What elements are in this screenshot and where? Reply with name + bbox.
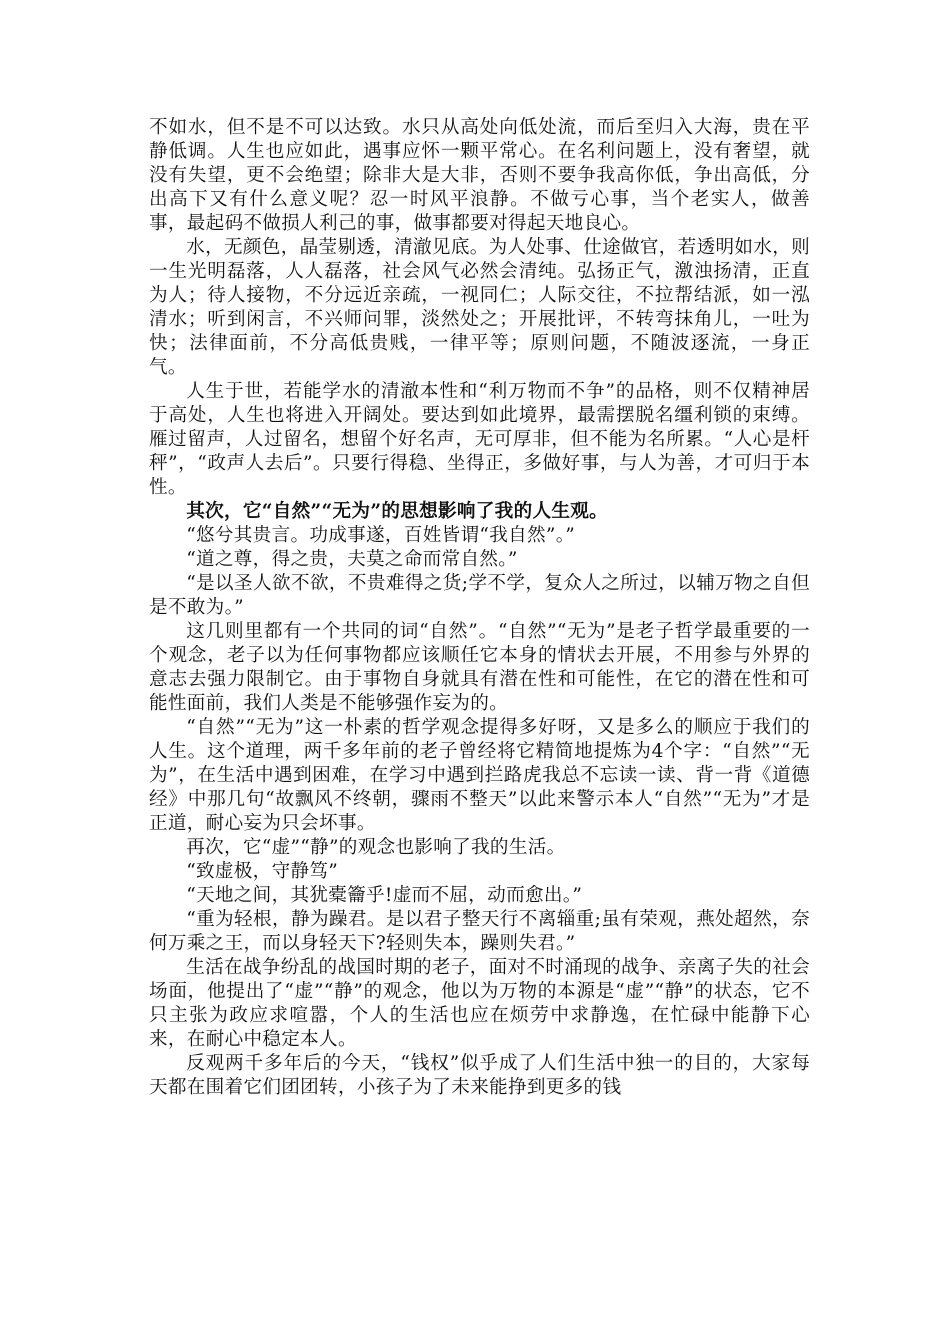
quote-line: “道之尊，得之贵，夫莫之命而常自然。” (186, 549, 518, 570)
document-page (149, 116, 810, 1100)
paragraph: 再次，它“虚”“静”的观念也影响了我的生活。 (186, 837, 566, 858)
quote-line: “致虚极，守静笃” (186, 861, 339, 882)
quote-line: “悠兮其贵言。功成事遂，百姓皆谓“我自然”。” (186, 525, 576, 546)
quote-line: “是以圣人欲不欲，不贵难得之货;学不学，复众人之所过，以辅万物之自但是不敢为。” (149, 573, 810, 618)
paragraph: 人生于世，若能学水的清澈本性和“利万物而不争”的品格，则不仅精神居于高处，人生也将进入开阔处。要达到如此境界，最需摆脱名缰利锁的束缚。雁过留声，人过留名，想留个好名声，无可厚非，但不能为名所累。“人心是杆秤”，“政声人去后”。只要行得稳、坐得正，多做好事，与人为善，才可归于本性。 (149, 381, 810, 498)
paragraph: 生活在战争纷乱的战国时期的老子，面对不时涌现的战争、亲离子失的社会场面，他提出了“虚”“静”的观念，他以为万物的本源是“虚”“静”的状态，它不只主张为政应求喧嚣，个人的生活也应在烦劳中求静逸，在忙碌中能静下心来，在耐心中稳定本人。 (149, 957, 810, 1050)
paragraph: 水，无颜色，晶莹剔透，清澈见底。为人处事、仕途做官，若透明如水，则一生光明磊落，人人磊落，社会风气必然会清纯。弘扬正气，激浊扬清，正直为人；待人接物，不分远近亲疏，一视同仁；人际交往，不拉帮结派，如一泓清水；听到闲言，不兴师问罪，淡然处之；开展批评，不转弯抹角儿，一吐为快；法律面前，不分高低贵贱，一律平等；原则问题，不随波逐流，一身正气。 (149, 237, 810, 378)
paragraph: 不如水，但不是不可以达致。水只从高处向低处流，而后至归入大海，贵在平静低调。人生也应如此，遇事应怀一颗平常心。在名利问题上，没有奢望，就没有失望，更不会绝望；除非大是大非，否则不要争我高你低，争出高低，分出高下又有什么意义呢？忍一时风平浪静。不做亏心事，当个老实人，做善事，最起码不做损人利己的事，做事都要对得起天地良心。 (149, 117, 810, 234)
paragraph: 这几则里都有一个共同的词“自然”。“自然”“无为”是老子哲学最重要的一个观念，老子以为任何事物都应该顺任它本身的情状去开展，不用参与外界的意志去强力限制它。由于事物自身就具有潜在性和可能性，在它的潜在性和可能性面前，我们人类是不能够强作妄为的。 (149, 621, 810, 714)
paragraph: 反观两千多年后的今天，“钱权”似乎成了人们生活中独一的目的，大家每天都在围着它们团团转，小孩子为了未来能挣到更多的钱 (149, 1053, 810, 1098)
quote-line: “重为轻根，静为躁君。是以君子整天行不离辎重;虽有荣观，燕处超然，奈何万乘之王，而以身轻天下?轻则失本，躁则失君。” (149, 909, 810, 954)
paragraph: “自然”“无为”这一朴素的哲学观念提得多好呀，又是多么的顺应于我们的人生。这个道理，两千多年前的老子曾经将它精简地提炼为4个字：“自然”“无为”，在生活中遇到困难，在学习中遇到拦路虎我总不忘读一读、背一背《道德经》中那几句“故飘风不终朝，骤雨不整天”以此来警示本人“自然”“无为”才是正道，耐心妄为只会坏事。 (149, 717, 810, 834)
quote-line: “天地之间，其犹橐籥乎!虚而不屈，动而愈出。” (186, 885, 583, 906)
section-heading: 其次，它“自然”“无为”的思想影响了我的人生观。 (186, 501, 609, 522)
